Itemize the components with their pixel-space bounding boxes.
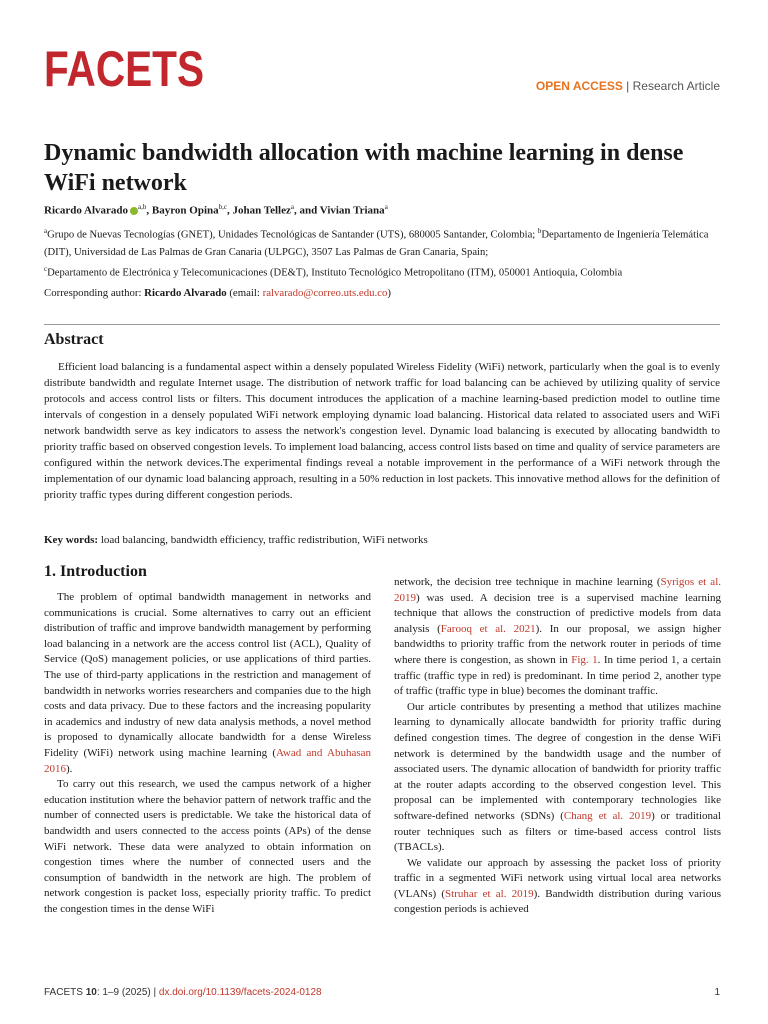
email-link[interactable]: ralvarado@correo.uts.edu.co	[262, 287, 388, 299]
affiliations	[44, 223, 734, 281]
abstract-text: Efficient load balancing is a fundamental aspect within a densely populated Wireless Fidelity (WiFi) network, particularly when the goal is to evenly distribute bandwidth and regulate Internet usage. The distribution of network traffic for load balancing can be achieved by utilizing quality of service protocols and access control lists or filters. This document introduces the application of a machine learning-based prediction model to outline time intervals of congestion in a densely populated WiFi network employing dynamic load balancing. Historical data related to associated users and WiFi network bandwidth serve as key indicators to assess the network's congestion level. Dynamic load balancing is executed by allocating bandwidth to priority traffic based on observed congestion levels. To implement load balancing, access control lists based on time and quality of service parameters are configured within the network devices.The experimental findings reveal a notable improvement in the performance of a WiFi network through the implementation of our dynamic load balancing approach, resulting in a 50% reduction in lost packets. This innovative method allows for the definition of priority traffic types during different congestion periods.	[44, 361, 720, 501]
corresponding-name: Ricardo Alvarado	[144, 287, 227, 299]
citation-link[interactable]: Syrigos et al. 2019	[394, 576, 721, 604]
citation-link[interactable]: Awad and Abuhasan 2016	[44, 746, 371, 775]
article-access-label	[536, 79, 720, 93]
affiliation-marker: c	[44, 264, 48, 273]
keywords-text: load balancing, bandwidth efficiency, traffic redistribution, WiFi networks	[98, 534, 428, 546]
author-name: Bayron Opina	[151, 204, 219, 217]
paragraph-text: Our article contributes by presenting a method that utilizes machine learning to dynamically allocate bandwidth for priority traffic during defined congestion times. The degree of congestion in the dense WiFi network is determined by the bandwidth usage and the number of associated users. The dynamic allocation of bandwidth for priority traffic at the router adapts according to the observed congestion level. This proposal can be implemented with contemporary technologies like software-defined networks (SDNs) (	[394, 700, 721, 822]
paragraph-text: network, the decision tree technique in machine learning (	[394, 576, 661, 588]
facets-logo	[44, 41, 206, 97]
paragraph	[394, 575, 721, 700]
facets-logo-text: FACETS	[44, 41, 204, 97]
paragraph-text: ) or traditional router techniques such as filters or time-based access control lists (TBACLs).	[394, 809, 721, 854]
paragraph-text: We validate our approach by assessing the packet loss of priority traffic in a segmented WiFi network using virtual local area networks (VLANs) (	[394, 856, 721, 900]
paragraph-text: The problem of optimal bandwidth management in networks and communications is crucial. Some alternatives to carry out an efficient distribution of traffic and improve bandwidth management by performing load balancing in a network are the access control list (ACL), Quality of Service (QoS) management policies, or use applications of third parties. The use of third-party applications in the restriction and management of bandwidth in networks worries researchers and companies due to the high costs and data privacy. Due to these factors and the increasing popularity in academics and industry of new data analysis methods, a novel method is proposed to dynamically allocate bandwidth for a dense Wireless Fidelity (WiFi) network using machine learning (	[44, 591, 371, 759]
author-affiliation-marker: a	[290, 203, 294, 211]
affiliation-text: Departamento de Electrónica y Telecomunicaciones (DE&T), Instituto Tecnológico Metropolitano (ITM), 050001 Antioquia, Colombia	[47, 267, 623, 279]
introduction-heading: 1. Introduction	[44, 563, 147, 580]
paragraph	[44, 590, 371, 777]
orcid-icon[interactable]	[130, 207, 138, 215]
footer-journal: FACETS	[44, 987, 86, 998]
article-type: Research Article	[632, 79, 720, 93]
citation-link[interactable]: Chang et al. 2019	[563, 809, 652, 822]
left-column	[44, 590, 371, 917]
corresponding-prefix: Corresponding author:	[44, 287, 145, 299]
right-column	[394, 575, 721, 918]
author-name: Ricardo Alvarado	[44, 204, 129, 217]
email-suffix: )	[387, 287, 391, 299]
paragraph-text: ). In our proposal, we assign higher bandwidths to priority traffic from the network router in periods of time where there is congestion, as shown in	[394, 622, 721, 666]
footer-pages: : 1–9 (2025) |	[96, 987, 159, 998]
author-name: Johan Tellez	[232, 204, 291, 217]
paragraph-text: To carry out this research, we used the campus network of a higher education institution where the behavior pattern of network traffic and the number of connected users is predictable. We take the historical data of bandwidth and users connected to the access points (APs) of the dense WiFi network. These data were analyzed to obtain information on congestion times where the number of connected users and the consumption of bandwidth in the network are high. The problem of network congestion is packet loss, especially priority traffic. To predict the congestion times in the dense WiFi	[44, 778, 371, 915]
paragraph	[394, 856, 721, 918]
abstract-heading: Abstract	[44, 331, 104, 348]
keywords-label: Key words:	[44, 534, 99, 546]
page-footer	[44, 987, 322, 998]
keywords	[44, 534, 428, 546]
paragraph	[44, 777, 371, 917]
footer-volume: 10	[85, 987, 97, 998]
affiliation-marker: a	[44, 227, 48, 235]
author-name: Vivian Triana	[319, 204, 385, 217]
author-separator: ,	[227, 204, 233, 217]
article-title: Dynamic bandwidth allocation with machine learning in dense WiFi network	[44, 140, 684, 196]
access-separator: |	[622, 79, 633, 93]
paragraph-text: ) was used. A decision tree is a supervised machine learning technique that allows the construction of predictive models from data analysis (	[394, 591, 721, 635]
corresponding-author	[44, 287, 391, 299]
author-list	[44, 203, 388, 217]
paragraph-text: . In time period 1, a certain traffic (traffic type in red) is predominant. In time period 2, another type of traffic (traffic type in blue) becomes the dominant traffic.	[394, 653, 721, 698]
figure-link[interactable]: Fig. 1	[571, 653, 598, 666]
author-affiliation-marker: a,b	[138, 203, 147, 211]
paragraph	[394, 700, 721, 856]
citation-link[interactable]: Struhar et al. 2019	[445, 887, 534, 900]
affiliation-text: Departamento de Ingeniería Telemática (DIT), Universidad de Las Palmas de Gran Canaria (ULPGC), 3507 Las Palmas de Gran Canaria, Spain;	[44, 229, 709, 258]
affiliation-text: Grupo de Nuevas Tecnologías (GNET), Unidades Tecnológicas de Santander (UTS), 680005 Santander, Colombia;	[47, 229, 538, 241]
section-divider	[44, 324, 720, 325]
email-prefix: (email:	[226, 287, 263, 299]
author-separator: , and	[293, 204, 320, 217]
affiliation-marker: b	[537, 227, 542, 235]
paragraph-text: ). Bandwidth distribution during various congestion periods is achieved	[394, 887, 721, 916]
author-affiliation-marker: a	[384, 203, 388, 211]
author-separator: ,	[146, 204, 152, 217]
doi-link[interactable]: dx.doi.org/10.1139/facets-2024-0128	[158, 987, 322, 998]
paragraph-text: ).	[66, 762, 73, 775]
author-affiliation-marker: b,c	[218, 203, 227, 211]
citation-link[interactable]: Farooq et al. 2021	[440, 622, 536, 635]
open-access-badge: OPEN ACCESS	[535, 79, 623, 93]
page-number: 1	[714, 987, 720, 998]
